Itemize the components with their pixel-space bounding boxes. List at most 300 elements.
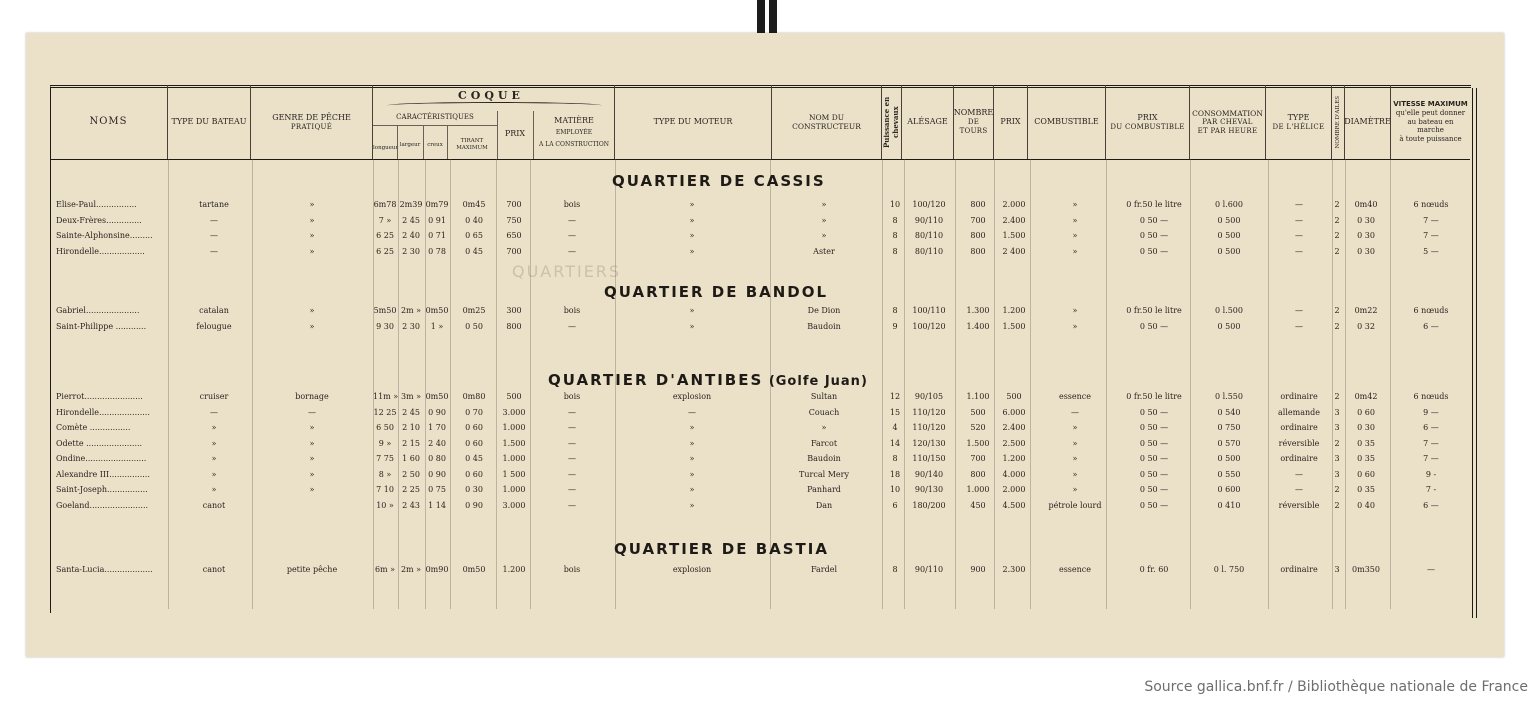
table-cell: 80/110 xyxy=(914,246,944,256)
table-cell: 6 — xyxy=(1423,500,1439,510)
header-prix-combustible: PRIX DU COMBUSTIBLE xyxy=(1106,85,1190,159)
table-cell: 0 50 — xyxy=(1139,231,1169,240)
table-cell: » xyxy=(211,423,217,432)
table-cell: 0 35 xyxy=(1357,438,1375,448)
table-cell: 0 30 xyxy=(1357,231,1375,240)
table-cell: » xyxy=(309,454,315,463)
table-cell: Baudoin xyxy=(807,454,841,463)
table-cell: 0m50 xyxy=(425,306,449,315)
header-puissance: Puissance en chevaux xyxy=(882,85,902,159)
header-matiere: MATIÈRE EMPLOYÉE A LA CONSTRUCTION xyxy=(538,116,610,148)
table-cell: — xyxy=(568,485,576,494)
table-cell: 4.500 xyxy=(1002,500,1026,510)
section-title-text: QUARTIER D'ANTIBES xyxy=(548,371,764,389)
header-coque-group xyxy=(373,85,615,159)
table-cell: 90/105 xyxy=(914,392,944,401)
table-cell: ordinaire xyxy=(1280,423,1318,432)
table-cell: 1.500 xyxy=(1002,231,1026,240)
table-cell: Odette ...................... xyxy=(56,438,143,448)
table-cell: 180/200 xyxy=(912,500,946,510)
section-title xyxy=(612,172,826,190)
table-cell: 2 xyxy=(1334,438,1340,448)
table-cell: » xyxy=(689,454,695,463)
table-header xyxy=(50,85,1470,160)
table-cell: 110/120 xyxy=(912,407,946,417)
table-cell: » xyxy=(689,423,695,432)
table-cell: 90/110 xyxy=(914,565,944,574)
table-cell: tartane xyxy=(199,200,229,209)
table-cell: Panhard xyxy=(807,485,841,494)
table-cell: 0 60 xyxy=(465,469,483,479)
table-cell: 0 35 xyxy=(1357,454,1375,463)
table-cell: ordinaire xyxy=(1280,565,1318,574)
table-cell: 0 l.500 xyxy=(1214,306,1243,315)
header-type-bateau: TYPE DU BATEAU xyxy=(168,85,251,159)
table-cell: » xyxy=(309,215,315,225)
table-cell: » xyxy=(309,321,315,331)
table-row xyxy=(0,216,1536,232)
table-cell: 12 25 xyxy=(373,407,397,417)
table-cell: Deux-Frères.............. xyxy=(56,215,142,225)
table-cell: » xyxy=(1072,321,1078,331)
table-cell: bornage xyxy=(295,392,329,401)
table-cell: 0m42 xyxy=(1354,392,1378,401)
table-row xyxy=(0,408,1536,424)
table-cell: 15 xyxy=(889,407,901,417)
table-cell: allemande xyxy=(1278,407,1320,417)
table-cell: essence xyxy=(1058,565,1092,574)
table-cell: 9 » xyxy=(378,438,392,448)
table-cell: 0 fr.50 le litre xyxy=(1126,392,1182,401)
table-cell: 7 — xyxy=(1423,454,1439,463)
table-cell: Comète ................ xyxy=(56,423,131,432)
table-cell: » xyxy=(211,485,217,494)
table-cell: 0m45 xyxy=(462,200,486,209)
table-cell: » xyxy=(211,454,217,463)
table-row xyxy=(0,485,1536,501)
table-cell: 0m50 xyxy=(425,392,449,401)
table-cell: 0 60 xyxy=(1357,469,1375,479)
table-cell: — xyxy=(1295,321,1303,331)
table-cell: 11m » xyxy=(373,392,399,401)
table-cell: 450 xyxy=(970,500,986,510)
section-title-text: QUARTIER DE BASTIA xyxy=(614,540,829,558)
table-cell: 1 500 xyxy=(502,469,526,479)
table-cell: 7 » xyxy=(378,215,392,225)
table-cell: » xyxy=(1072,246,1078,256)
table-cell: 800 xyxy=(970,246,986,256)
table-cell: 2 30 xyxy=(402,246,420,256)
table-cell: 700 xyxy=(506,246,522,256)
table-cell: 0 50 — xyxy=(1139,454,1169,463)
table-cell: 0 500 xyxy=(1217,454,1241,463)
table-cell: — xyxy=(210,407,218,417)
table-row xyxy=(0,231,1536,247)
table-cell: 1 60 xyxy=(402,454,420,463)
table-cell: 4 xyxy=(892,423,898,432)
table-cell: — xyxy=(1295,246,1303,256)
table-cell: Sultan xyxy=(810,392,838,401)
table-cell: — xyxy=(568,246,576,256)
table-cell: 750 xyxy=(506,215,522,225)
table-cell: 2 10 xyxy=(402,423,420,432)
table-cell: 0 50 — xyxy=(1139,423,1169,432)
header-combustible: COMBUSTIBLE xyxy=(1028,85,1106,159)
table-cell: felougue xyxy=(196,321,232,331)
table-cell: 0 50 — xyxy=(1139,485,1169,494)
table-row xyxy=(0,565,1536,581)
table-cell: 2.000 xyxy=(1002,200,1026,209)
table-cell: Baudoin xyxy=(807,321,841,331)
table-cell: 2m39 xyxy=(399,200,423,209)
table-cell: 0 30 xyxy=(1357,423,1375,432)
bleed-through-text: QUARTIERS xyxy=(512,262,622,281)
table-row xyxy=(0,501,1536,517)
table-row xyxy=(0,200,1536,216)
table-cell: 0 50 xyxy=(465,321,483,331)
table-cell: 0 50 — xyxy=(1139,215,1169,225)
table-cell: 0 600 xyxy=(1217,485,1241,494)
table-cell: 6 nœuds xyxy=(1413,392,1449,401)
table-cell: 0 90 xyxy=(428,469,446,479)
table-cell: 4.000 xyxy=(1002,469,1026,479)
table-cell: Fardel xyxy=(810,565,837,574)
table-cell: 0 500 xyxy=(1217,246,1241,256)
header-type-moteur: TYPE DU MOTEUR xyxy=(615,85,772,159)
table-cell: 3 xyxy=(1334,469,1340,479)
table-cell: 800 xyxy=(970,200,986,209)
table-cell: Pierrot....................... xyxy=(56,392,143,401)
table-cell: 0 540 xyxy=(1217,407,1241,417)
table-cell: » xyxy=(309,423,315,432)
table-cell: 2 xyxy=(1334,231,1340,240)
table-cell: Hirondelle.................... xyxy=(56,407,150,417)
header-longueur: longueur xyxy=(373,145,399,151)
table-cell: » xyxy=(821,215,827,225)
table-cell: 0 40 xyxy=(1357,500,1375,510)
header-coque: COQUE xyxy=(458,89,524,102)
table-cell: » xyxy=(1072,454,1078,463)
table-cell: 7 - xyxy=(1425,485,1437,494)
table-cell: 6 — xyxy=(1423,423,1439,432)
table-cell: 3 xyxy=(1334,454,1340,463)
table-cell: 120/130 xyxy=(912,438,946,448)
table-cell: bois xyxy=(563,200,581,209)
table-cell: » xyxy=(689,215,695,225)
table-cell: 2 40 xyxy=(402,231,420,240)
table-cell: » xyxy=(309,231,315,240)
table-cell: 0 65 xyxy=(465,231,483,240)
section-subtitle: (Golfe Juan) xyxy=(763,374,868,389)
table-cell: 2 30 xyxy=(402,321,420,331)
table-cell: 700 xyxy=(506,200,522,209)
table-cell: 3 xyxy=(1334,565,1340,574)
source-credit: Source gallica.bnf.fr / Bibliothèque nationale de France xyxy=(1144,679,1528,695)
table-cell: 0 550 xyxy=(1217,469,1241,479)
table-cell: 1.000 xyxy=(502,485,526,494)
section-title xyxy=(548,371,868,389)
table-cell: » xyxy=(309,246,315,256)
table-row xyxy=(0,306,1536,322)
table-cell: 1.500 xyxy=(1002,321,1026,331)
table-cell: 0 50 — xyxy=(1139,469,1169,479)
table-cell: — xyxy=(1071,407,1079,417)
table-cell: ordinaire xyxy=(1280,392,1318,401)
table-cell: 500 xyxy=(970,407,986,417)
table-cell: 0 50 — xyxy=(1139,321,1169,331)
table-cell: 90/140 xyxy=(914,469,944,479)
table-cell: — xyxy=(568,321,576,331)
table-cell: 2 xyxy=(1334,306,1340,315)
table-cell: Gabriel..................... xyxy=(56,306,140,315)
table-cell: 2 xyxy=(1334,392,1340,401)
table-cell: De Dion xyxy=(807,306,841,315)
table-cell: 90/110 xyxy=(914,215,944,225)
table-cell: 3 xyxy=(1334,407,1340,417)
table-cell: » xyxy=(821,231,827,240)
table-cell: » xyxy=(1072,423,1078,432)
table-cell: 2.500 xyxy=(1002,438,1026,448)
table-cell: 2 xyxy=(1334,215,1340,225)
table-cell: 700 xyxy=(970,215,986,225)
table-cell: 2m » xyxy=(400,565,422,574)
table-cell: 6m78 xyxy=(373,200,397,209)
table-cell: cruiser xyxy=(199,392,229,401)
table-cell: 10 xyxy=(889,200,901,209)
header-nombre-ailes: NOMBRE D'AILES xyxy=(1332,85,1345,159)
table-cell: » xyxy=(1072,438,1078,448)
table-cell: 500 xyxy=(1006,392,1022,401)
table-cell: ordinaire xyxy=(1280,454,1318,463)
table-cell: 0m22 xyxy=(1354,306,1378,315)
table-cell: 2m » xyxy=(400,306,422,315)
table-cell: 9 - xyxy=(1425,469,1437,479)
table-cell: 100/110 xyxy=(912,306,946,315)
table-cell: Elise-Paul................ xyxy=(56,200,137,209)
table-cell: Alexandre III................ xyxy=(56,469,150,479)
table-cell: Saint-Joseph................ xyxy=(56,485,148,494)
table-cell: » xyxy=(689,321,695,331)
table-cell: — xyxy=(1295,215,1303,225)
table-cell: essence xyxy=(1058,392,1092,401)
table-cell: 6.000 xyxy=(1002,407,1026,417)
table-cell: 2.300 xyxy=(1002,565,1026,574)
table-cell: 6 50 xyxy=(376,423,394,432)
table-cell: 90/130 xyxy=(914,485,944,494)
table-cell: 900 xyxy=(970,565,986,574)
table-cell: 0 50 — xyxy=(1139,407,1169,417)
section-title-text: QUARTIER DE BANDOL xyxy=(604,283,829,301)
table-cell: 0 35 xyxy=(1357,485,1375,494)
table-cell: 6 nœuds xyxy=(1413,200,1449,209)
table-cell: réversible xyxy=(1278,438,1320,448)
table-cell: 0m50 xyxy=(462,565,486,574)
table-cell: canot xyxy=(202,565,226,574)
table-cell: 2 40 xyxy=(428,438,446,448)
table-cell: 8 xyxy=(892,231,898,240)
table-cell: 5 — xyxy=(1423,246,1439,256)
table-cell: 0 fr.50 le litre xyxy=(1126,200,1182,209)
table-cell: Dan xyxy=(815,500,833,510)
table-cell: bois xyxy=(563,306,581,315)
table-cell: 1.400 xyxy=(966,321,990,331)
table-cell: 14 xyxy=(889,438,901,448)
header-genre-peche: GENRE DE PÊCHE PRATIQUÉ xyxy=(251,85,373,159)
table-cell: » xyxy=(821,423,827,432)
table-cell: bois xyxy=(563,565,581,574)
table-cell: » xyxy=(689,438,695,448)
table-cell: 0 60 xyxy=(1357,407,1375,417)
table-cell: 1.300 xyxy=(966,306,990,315)
table-cell: — xyxy=(308,407,316,417)
table-row xyxy=(0,392,1536,408)
table-cell: 1.100 xyxy=(966,392,990,401)
table-cell: 0 l.550 xyxy=(1214,392,1243,401)
table-cell: — xyxy=(688,407,696,417)
table-cell: 2 45 xyxy=(402,215,420,225)
table-cell: 0 70 xyxy=(465,407,483,417)
table-cell: 2 15 xyxy=(402,438,420,448)
table-cell: petite pêche xyxy=(286,565,338,574)
table-cell: 0 50 — xyxy=(1139,438,1169,448)
table-cell: 2.400 xyxy=(1002,215,1026,225)
table-cell: » xyxy=(1072,231,1078,240)
header-noms: NOMS xyxy=(50,85,168,159)
table-cell: 0 500 xyxy=(1217,215,1241,225)
table-cell: 1.500 xyxy=(966,438,990,448)
table-row xyxy=(0,470,1536,486)
table-cell: » xyxy=(1072,215,1078,225)
table-cell: explosion xyxy=(672,565,712,574)
table-cell: 2.400 xyxy=(1002,423,1026,432)
table-cell: Couach xyxy=(808,407,840,417)
table-cell: 0 30 xyxy=(465,485,483,494)
table-row xyxy=(0,247,1536,263)
header-type-helice: TYPE DE L'HÉLICE xyxy=(1266,85,1332,159)
table-cell: Goeland....................... xyxy=(56,500,149,510)
table-cell: 5m50 xyxy=(373,306,397,315)
table-cell: Saint-Philippe ............ xyxy=(56,321,147,331)
table-cell: » xyxy=(309,485,315,494)
table-cell: 0 75 xyxy=(428,485,446,494)
table-cell: 7 — xyxy=(1423,215,1439,225)
table-cell: 8 xyxy=(892,306,898,315)
table-cell: » xyxy=(689,500,695,510)
table-cell: 80/110 xyxy=(914,231,944,240)
header-prix-moteur: PRIX xyxy=(994,85,1028,159)
table-cell: — xyxy=(568,438,576,448)
table-cell: Turcal Mery xyxy=(799,469,849,479)
table-cell: réversible xyxy=(1278,500,1320,510)
table-cell: catalan xyxy=(199,306,229,315)
table-cell: 1.000 xyxy=(502,454,526,463)
table-row xyxy=(0,454,1536,470)
table-cell: 650 xyxy=(506,231,522,240)
table-cell: » xyxy=(309,469,315,479)
table-cell: Ondine........................ xyxy=(56,454,147,463)
table-cell: 0 l.600 xyxy=(1214,200,1243,209)
table-cell: 3.000 xyxy=(502,500,526,510)
table-cell: 0 50 — xyxy=(1139,500,1169,510)
table-cell: 2 xyxy=(1334,200,1340,209)
table-cell: 1 70 xyxy=(428,423,446,432)
table-cell: 700 xyxy=(970,454,986,463)
table-cell: Hirondelle.................. xyxy=(56,246,145,256)
table-cell: 0 40 xyxy=(465,215,483,225)
table-cell: 0 91 xyxy=(428,215,446,225)
table-cell: » xyxy=(211,438,217,448)
table-cell: 0 30 xyxy=(1357,246,1375,256)
header-alesage: ALÉSAGE xyxy=(902,85,954,159)
table-cell: 6 — xyxy=(1423,321,1439,331)
table-cell: » xyxy=(689,200,695,209)
table-cell: canot xyxy=(202,500,226,510)
table-cell: » xyxy=(689,231,695,240)
table-cell: 8 xyxy=(892,246,898,256)
table-cell: » xyxy=(1072,306,1078,315)
table-cell: 500 xyxy=(506,392,522,401)
table-cell: » xyxy=(689,469,695,479)
table-cell: » xyxy=(821,200,827,209)
table-cell: 110/120 xyxy=(912,423,946,432)
table-cell: 0 60 xyxy=(465,438,483,448)
table-cell: 2 45 xyxy=(402,407,420,417)
header-consommation: CONSOMMATION PAR CHEVAL ET PAR HEURE xyxy=(1190,85,1266,159)
table-cell: 7 — xyxy=(1423,231,1439,240)
table-cell: 0 60 xyxy=(465,423,483,432)
table-cell: 1.200 xyxy=(1002,306,1026,315)
table-cell: 0 45 xyxy=(465,246,483,256)
table-cell: 3 xyxy=(1334,423,1340,432)
table-cell: — xyxy=(568,231,576,240)
table-cell: explosion xyxy=(672,392,712,401)
table-cell: 10 » xyxy=(376,500,394,510)
table-cell: Aster xyxy=(813,246,835,256)
table-cell: 7 10 xyxy=(376,485,394,494)
table-cell: 6 25 xyxy=(376,246,394,256)
table-cell: 2 xyxy=(1334,500,1340,510)
section-title xyxy=(614,540,829,558)
data-table xyxy=(50,85,1471,613)
header-diametre: DIAMÈTRE xyxy=(1345,85,1391,159)
table-cell: » xyxy=(309,200,315,209)
table-cell: — xyxy=(568,423,576,432)
table-cell: bois xyxy=(563,392,581,401)
table-cell: 100/120 xyxy=(912,200,946,209)
table-cell: 0 410 xyxy=(1217,500,1241,510)
table-cell: — xyxy=(1295,306,1303,315)
table-cell: 0 fr. 60 xyxy=(1139,565,1169,574)
table-cell: 2 50 xyxy=(402,469,420,479)
table-cell: 0m40 xyxy=(1354,200,1378,209)
table-cell: 0 32 xyxy=(1357,321,1375,331)
table-cell: — xyxy=(1427,565,1435,574)
table-cell: 8 xyxy=(892,454,898,463)
table-cell: » xyxy=(211,469,217,479)
table-cell: 9 — xyxy=(1423,407,1439,417)
table-cell: 0 30 xyxy=(1357,215,1375,225)
table-cell: » xyxy=(689,306,695,315)
table-cell: 6 nœuds xyxy=(1413,306,1449,315)
table-cell: — xyxy=(210,215,218,225)
header-tirant: TIRANT MAXIMUM xyxy=(456,138,488,151)
header-vitesse: VITESSE MAXIMUM qu'elle peut donner au bateau en marche à toute puissance xyxy=(1393,100,1468,144)
table-cell: 6 25 xyxy=(376,231,394,240)
table-row xyxy=(0,423,1536,439)
table-cell: — xyxy=(210,231,218,240)
table-cell: 7 — xyxy=(1423,438,1439,448)
header-caracteristiques: CARACTÉRISTIQUES xyxy=(396,113,474,121)
